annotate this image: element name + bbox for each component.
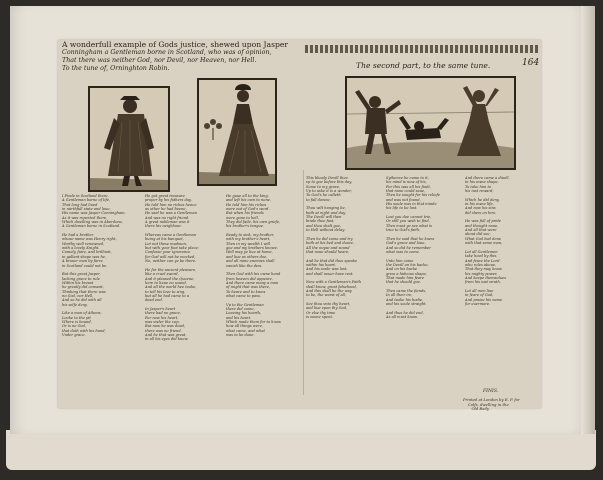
verse-line: what came, and what xyxy=(226,328,265,333)
verse-line: For this was all his fault, xyxy=(386,184,431,189)
verse-line: What God had done xyxy=(465,236,502,241)
verse-line: true to God's faith, xyxy=(386,228,421,233)
verse-line: in feare of God, xyxy=(465,293,494,298)
woodcut-devil-scene xyxy=(345,76,516,170)
title-line-3: That there was neither God, nor Devil, nor Heaven, nor Hell. xyxy=(62,57,257,64)
verse-line: like a cruel sword, xyxy=(145,272,179,277)
title-line-1: A wonderfull example of Gods justice, shewed upon Jasper xyxy=(62,40,288,49)
verse-line: grew a hideous shape, xyxy=(386,271,427,276)
verse-line: goe and my brothers knowe. xyxy=(226,246,278,251)
verse-line: But this great Jasper, xyxy=(62,272,101,277)
verse-line: what was to come. xyxy=(386,249,420,254)
verse-line: In all their ire, xyxy=(386,293,413,298)
verse-line: God's grace and loue, xyxy=(386,241,426,246)
verse-line: dead end. xyxy=(145,298,163,303)
verse-line: and all mine enemies shall xyxy=(226,259,275,264)
verse-line: A Gentleman borne in Scotland. xyxy=(62,224,121,229)
verse-line: To God's he calleth xyxy=(306,193,341,198)
verse-line: were gone to hell, xyxy=(226,215,259,220)
verse-line: that none should heare, xyxy=(306,249,350,254)
verse-line: And feare the Lord xyxy=(465,258,500,263)
woodcut-gentleman xyxy=(88,86,170,192)
verse-line: to fall downe, xyxy=(306,197,331,202)
verse-line: He for the ancient pleasure, xyxy=(145,267,197,272)
verse-line: and his heart. xyxy=(226,315,252,320)
verse-line: and liue as others doe, xyxy=(226,254,268,259)
verse-line: and shall neuer have rest. xyxy=(306,271,354,276)
verse-line: He had a brother xyxy=(62,233,94,238)
verse-line: Within his breast xyxy=(62,280,94,285)
verse-line: And thus he did end, xyxy=(386,310,424,315)
tune-line: To the tune of, Orninghton Robin. xyxy=(62,65,170,72)
verse-line: That made him feare xyxy=(386,275,425,280)
verse-line: there did come, xyxy=(226,306,255,311)
verse-line: Let all men liue xyxy=(465,288,494,293)
verse-line: For now his heart, xyxy=(145,315,179,320)
verse-line: He got great treasure xyxy=(145,194,185,198)
verse-line: vp to goe before this day, xyxy=(306,180,352,185)
verse-line: Or else thy time xyxy=(306,310,336,315)
verse-line: but with your foot take place: xyxy=(145,246,199,251)
verse-line: To take him to xyxy=(465,184,492,189)
verse-line: And keepe themselues xyxy=(465,275,507,280)
verse-line: the Devill on his backe, xyxy=(386,262,429,267)
verse-line: Which dwelling was in Aberdone, xyxy=(62,220,123,225)
text-column-6 xyxy=(465,176,539,386)
verse-line: shall know, great falsehood, xyxy=(306,284,357,289)
verse-line: with that same man, xyxy=(465,241,503,246)
verse-line: And he that did thus speake xyxy=(306,258,358,263)
verse-line: for euermore. xyxy=(465,301,491,306)
verse-line: that he should goe. xyxy=(386,280,422,285)
verse-line: He was full of pride xyxy=(465,219,501,224)
verse-line: proper by his fathers day, xyxy=(145,198,192,203)
verse-line: And was no right friend. xyxy=(145,215,190,220)
verse-line: Worthy well renowned, xyxy=(62,241,105,246)
folio-number: 164 xyxy=(522,58,540,68)
verse-line: with a lovely Knight. xyxy=(62,246,100,251)
verse-line: in gallant shape was he, xyxy=(62,254,107,259)
verse-line: vanish like the dew. xyxy=(226,263,262,268)
verse-line: that doth with his hand, xyxy=(62,328,106,333)
verse-line: That long had liued xyxy=(62,202,98,207)
verse-line: And all that were xyxy=(465,228,497,233)
verse-line: And praise his name xyxy=(465,297,503,302)
verse-line: Thinking that there was xyxy=(62,289,106,294)
ornamental-border xyxy=(305,45,538,53)
verse-line: of might that was there, xyxy=(226,285,270,290)
verse-line: And tooke his bodie, xyxy=(386,297,424,302)
verse-line: there had no grace, xyxy=(145,311,181,316)
verse-line: Vp to aske it is a wonder, xyxy=(306,189,352,194)
verse-line: But now he was dead, xyxy=(145,324,186,329)
verse-line: And all the world hee tooke, xyxy=(145,285,197,290)
verse-line: that none could saue, xyxy=(386,189,426,194)
verse-line: They did faile, his own griefe, xyxy=(226,220,281,225)
verse-line: A brauer man by farre xyxy=(62,259,103,264)
title-line-2: Conningham a Gentleman borne in Scotland, who was of opinion, xyxy=(62,49,272,56)
verse-line: who rules aboue, xyxy=(465,262,497,267)
woodcut-gentleman-image xyxy=(90,88,168,190)
verse-line: And it pleased the Queene, xyxy=(145,276,195,281)
verse-line: And now his sins xyxy=(465,206,496,211)
verse-line: with my brother's heart, xyxy=(226,237,271,242)
page-gutter-shadow xyxy=(581,6,595,434)
verse-line: from heaven did appeare, xyxy=(226,276,273,281)
verse-line: there was no friend. xyxy=(145,328,182,333)
verse-line: But when his friends xyxy=(226,211,264,216)
verse-line: Let all Gentlemen xyxy=(465,249,498,254)
verse-line: Now with a Gentleman's Faith xyxy=(306,280,362,285)
verse-line: in mirthfull state and loue, xyxy=(62,207,111,212)
verse-line: in his owne shape, xyxy=(465,180,499,185)
verse-line: Vnder grace. xyxy=(62,333,86,337)
verse-line: and was not found, xyxy=(386,197,421,202)
verse-line: A great nobleman was it xyxy=(145,220,190,225)
verse-line: No, neither can ye be there. xyxy=(145,259,197,264)
verse-line: Whereas came a Gentleman xyxy=(145,233,197,238)
verse-line: Lest you doe cannot trie, xyxy=(386,215,432,220)
woodcut-devil-scene-image xyxy=(347,78,514,168)
verse-line: did shew on him. xyxy=(465,210,497,215)
verse-line: And this shall be the way xyxy=(306,288,352,293)
book-page-edges xyxy=(6,430,596,470)
verse-line: His soule was in that minde xyxy=(386,202,437,207)
woodcut-lady-image xyxy=(199,80,275,184)
verse-line: See thou vnto thy heart, xyxy=(306,301,351,306)
verse-line: within his heart, xyxy=(306,262,336,267)
verse-line: And there came many a man xyxy=(226,280,279,285)
verse-line: and thought none, xyxy=(465,223,499,228)
finis-mark: FINIS. xyxy=(483,389,499,394)
verse-line: as other he had beene, xyxy=(145,207,187,212)
text-column-4 xyxy=(306,176,384,392)
verse-line: binde thee fast, xyxy=(306,219,335,224)
verse-line: Vnto him came xyxy=(386,258,414,263)
verse-line: Let not these madmen, xyxy=(145,241,188,246)
verse-line: Which made them for to know xyxy=(226,319,282,324)
verse-line: All the noyse and sound xyxy=(306,245,350,250)
verse-line: He said he was a Gentleman xyxy=(145,211,197,216)
verse-line: his mighty power, xyxy=(465,271,498,276)
verse-line: both at night and day, xyxy=(306,210,346,215)
verse-line: his mind is now of his, xyxy=(386,180,427,185)
verse-line: and liue vpon thy God, xyxy=(306,306,348,311)
verse-line: in Scotland could not be. xyxy=(62,263,108,268)
verse-line: whose name was Henry right, xyxy=(62,237,117,242)
verse-line: Leaving his hearth, xyxy=(226,311,262,316)
verse-line: This bloody Devill thee xyxy=(306,176,348,180)
verse-line: Sythence he came to it, xyxy=(386,176,429,180)
verse-line: for God will not be mocked, xyxy=(145,254,196,259)
verse-line: Then he did come and try xyxy=(306,236,353,241)
verse-line: in his owne life, xyxy=(465,202,494,207)
verse-line: no God, nor Hell, xyxy=(62,293,94,298)
verse-line: was to be done. xyxy=(226,333,255,337)
verse-line: Well may ye liue at home, xyxy=(226,250,273,255)
verse-line: is soone spent. xyxy=(306,315,334,319)
verse-line: And there came a diuell, xyxy=(465,176,510,180)
verse-line: there his neighbour. xyxy=(145,224,182,229)
verse-line: Vp to the Gentleman xyxy=(226,302,264,307)
verse-line: Or is no God, xyxy=(62,324,87,329)
verse-line: were not of God's word. xyxy=(226,207,270,212)
verse-line: he greatly did consent, xyxy=(62,285,104,290)
verse-line: take heed by this, xyxy=(465,254,498,259)
verse-line: Then he sought for his reliefe xyxy=(386,193,440,198)
verse-line: lacking grace to rule xyxy=(62,276,100,281)
verse-line: I Finde in Scotland there, xyxy=(62,194,109,198)
verse-line: and thou shalt goe, xyxy=(306,223,342,228)
text-column-3 xyxy=(226,194,302,392)
verse-line: As it was reported there, xyxy=(62,215,108,220)
verse-line: both at his bed and doore, xyxy=(306,241,354,246)
verse-line: Like a man of Athens, xyxy=(62,311,102,316)
verse-line: He gaue all to the king, xyxy=(226,194,269,198)
verse-line: in all his eyes did know. xyxy=(145,337,189,342)
verse-line: here to haue no sound. xyxy=(145,280,187,285)
verse-line: Confesse your ignorance xyxy=(145,250,191,255)
text-column-2 xyxy=(145,194,225,392)
woodcut-lady xyxy=(197,78,277,186)
text-column-1 xyxy=(62,194,142,392)
verse-line: to Hell without delay. xyxy=(306,228,345,233)
verse-line: to be, the worst of all, xyxy=(306,293,347,298)
verse-line: He told him no riches hence xyxy=(145,202,197,207)
verse-line: and his soule straight. xyxy=(386,301,427,306)
verse-line: was vnder the cup, xyxy=(145,319,180,324)
verse-line: His name was Jasper Conningham, xyxy=(62,211,126,216)
text-column-5 xyxy=(386,176,464,392)
verse-line: As all must know. xyxy=(386,315,418,319)
verse-line: And on his backe xyxy=(386,267,418,272)
verse-line: Then in my wealth I will xyxy=(226,241,270,246)
verse-line: from his iust wrath. xyxy=(465,280,501,285)
part-two-heading: The second part, to the same tune. xyxy=(356,61,491,70)
verse-line: Or still you wish to find, xyxy=(386,219,430,224)
verse-line: And so he did with all xyxy=(62,298,102,303)
verse-line: And so did he remember xyxy=(386,245,431,250)
column-rule xyxy=(303,170,304,395)
verse-line: Where is bound, xyxy=(62,319,92,324)
printer-colophon: Printed at London by E. P. for Colfs, dwelling in the Old Baily. xyxy=(463,397,520,412)
verse-line: That they may know xyxy=(465,267,502,272)
verse-line: And his soule was lost, xyxy=(306,267,348,272)
verse-line: Then came the fiends, xyxy=(386,288,427,293)
verse-line: liuing at his banquet, xyxy=(145,237,184,242)
verse-line: his life to be lost. xyxy=(386,206,418,211)
verse-line: what came to pass. xyxy=(226,293,261,298)
verse-line: He told him his riches xyxy=(226,202,267,207)
verse-line: Then God with his owne hand xyxy=(226,272,281,277)
verse-line: The Devill will then xyxy=(306,215,342,220)
verse-line: Looke to the pit xyxy=(62,315,91,320)
verse-line: Thou wilt hanging be, xyxy=(306,206,346,211)
verse-line: about did see, xyxy=(465,232,491,237)
verse-line: how all things were, xyxy=(226,324,263,329)
verse-line: Then he said that he knew xyxy=(386,236,435,241)
verse-line: his iust reward, xyxy=(465,189,494,194)
verse-line: his brother's tongue. xyxy=(226,224,265,229)
verse-line: but all he had came to a xyxy=(145,293,189,298)
broadside-title xyxy=(62,41,302,73)
verse-line: Then must ye see what is xyxy=(386,223,433,228)
verse-line: his selfe deny. xyxy=(62,302,88,307)
verse-line: Some to my grave, xyxy=(306,184,341,189)
verse-line: Which he did deny, xyxy=(465,197,500,202)
verse-line: To heare and to know xyxy=(226,289,266,294)
verse-line: And he that was great, xyxy=(145,333,187,337)
verse-line: In Jasper's heart xyxy=(145,306,176,311)
verse-line: A Gentleman borne of life, xyxy=(62,198,111,203)
verse-line: Comely, faire, and brilliant, xyxy=(62,250,112,255)
verse-line: and left his own to none, xyxy=(226,198,272,203)
verse-line: to tell his love to sing, xyxy=(145,289,186,294)
verse-line: Ready to sink, my brother, xyxy=(226,233,275,238)
